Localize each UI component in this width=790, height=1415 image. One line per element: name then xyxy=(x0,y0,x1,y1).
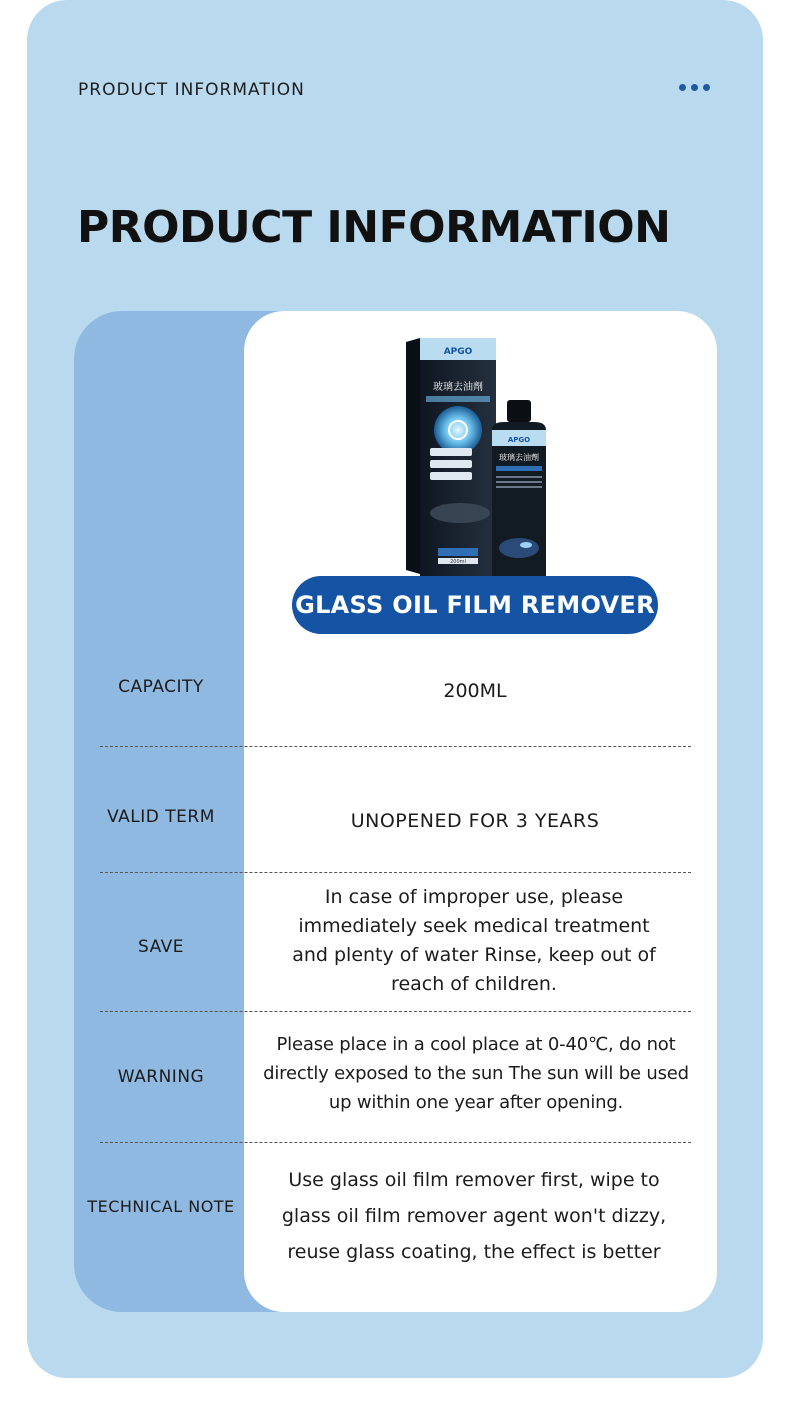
row-label-capacity: CAPACITY xyxy=(118,677,204,697)
more-dots-icon[interactable] xyxy=(679,84,710,91)
row-value-warning: Please place in a cool place at 0-40℃, do not directly exposed to the sun The sun will be used up within one year after opening. xyxy=(263,1034,689,1113)
box-label: 玻璃去油劑 xyxy=(433,382,483,393)
row-value-valid-term: UNOPENED FOR 3 YEARS xyxy=(350,810,600,832)
header-label: PRODUCT INFORMATION xyxy=(78,80,305,100)
row-divider xyxy=(100,872,691,873)
row-label-valid-term: VALID TERM xyxy=(107,807,215,827)
row-value-save: In case of improper use, please immediately seek medical treatment and plenty of water Rinse, keep out of reach of children. xyxy=(292,886,656,995)
bottle-label: 玻璃去油劑 xyxy=(499,453,539,462)
box-brand: APGO xyxy=(443,347,473,357)
row-divider xyxy=(100,1142,691,1143)
row-value-capacity: 200ML xyxy=(443,680,507,702)
row-divider xyxy=(100,1011,691,1012)
page-title: PRODUCT INFORMATION xyxy=(77,202,671,253)
bottle-brand: APGO xyxy=(507,436,531,444)
box-volume: 200ml xyxy=(450,559,466,565)
row-value-technical-note: Use glass oil film remover first, wipe to glass oil film remover agent won't dizzy, reuse glass coating, the effect is better xyxy=(281,1169,667,1263)
row-label-technical-note: TECHNICAL NOTE xyxy=(87,1197,235,1216)
row-divider xyxy=(100,746,691,747)
product-image xyxy=(400,338,560,594)
row-label-warning: WARNING xyxy=(117,1067,205,1087)
row-label-save: SAVE xyxy=(137,937,185,957)
product-name-badge: GLASS OIL FILM REMOVER xyxy=(292,576,658,634)
